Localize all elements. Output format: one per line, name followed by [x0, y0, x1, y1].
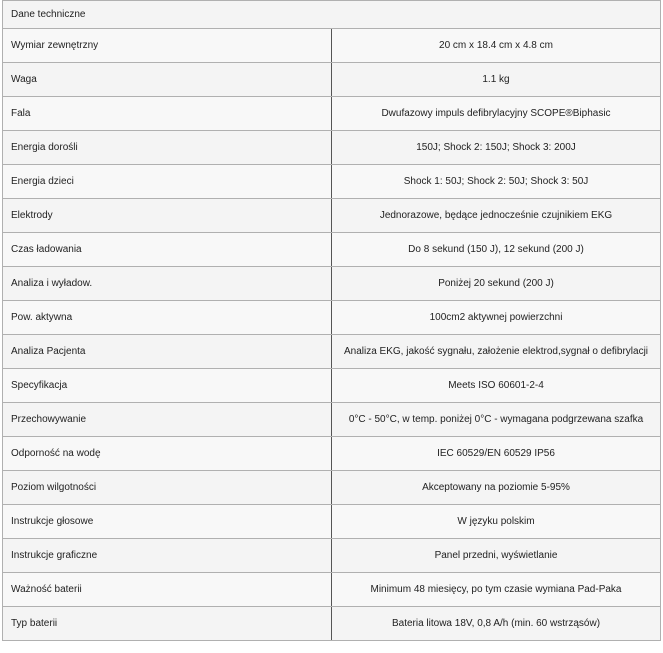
row-value: Do 8 sekund (150 J), 12 sekund (200 J) — [332, 233, 661, 267]
row-label: Wymiar zewnętrzny — [3, 29, 332, 63]
row-label: Energia dorośli — [3, 131, 332, 165]
table-row — [3, 607, 661, 641]
row-value: 100cm2 aktywnej powierzchni — [332, 301, 661, 335]
row-value: Meets ISO 60601-2-4 — [332, 369, 661, 403]
row-value: Poniżej 20 sekund (200 J) — [332, 267, 661, 301]
row-value: Minimum 48 miesięcy, po tym czasie wymiana Pad-Paka — [332, 573, 661, 607]
row-value: Bateria litowa 18V, 0,8 A/h (min. 60 wstrząsów) — [332, 607, 661, 641]
table-row — [3, 29, 661, 63]
row-value: W języku polskim — [332, 505, 661, 539]
row-label: Ważność baterii — [3, 573, 332, 607]
row-value: Analiza EKG, jakość sygnału, założenie elektrod,sygnał o defibrylacji — [332, 335, 661, 369]
row-label: Instrukcje graficzne — [3, 539, 332, 573]
table-row — [3, 573, 661, 607]
table-row — [3, 539, 661, 573]
row-value: Akceptowany na poziomie 5-95% — [332, 471, 661, 505]
row-label: Energia dzieci — [3, 165, 332, 199]
row-label: Przechowywanie — [3, 403, 332, 437]
row-value: Panel przedni, wyświetlanie — [332, 539, 661, 573]
table-row — [3, 63, 661, 97]
table-row — [3, 131, 661, 165]
table-row — [3, 301, 661, 335]
row-value: Dwufazowy impuls defibrylacyjny SCOPE®Biphasic — [332, 97, 661, 131]
row-value: IEC 60529/EN 60529 IP56 — [332, 437, 661, 471]
row-label: Analiza i wyładow. — [3, 267, 332, 301]
row-value: 20 cm x 18.4 cm x 4.8 cm — [332, 29, 661, 63]
table-header-row — [3, 1, 661, 29]
table-row — [3, 437, 661, 471]
row-label: Typ baterii — [3, 607, 332, 641]
table-row — [3, 335, 661, 369]
row-label: Odporność na wodę — [3, 437, 332, 471]
table-row — [3, 403, 661, 437]
row-label: Specyfikacja — [3, 369, 332, 403]
row-value: Jednorazowe, będące jednocześnie czujnikiem EKG — [332, 199, 661, 233]
table-row — [3, 505, 661, 539]
row-value: 150J; Shock 2: 150J; Shock 3: 200J — [332, 131, 661, 165]
row-label: Elektrody — [3, 199, 332, 233]
table-title: Dane techniczne — [3, 1, 661, 29]
row-label: Czas ładowania — [3, 233, 332, 267]
row-label: Pow. aktywna — [3, 301, 332, 335]
table-row — [3, 267, 661, 301]
row-label: Fala — [3, 97, 332, 131]
table-row — [3, 165, 661, 199]
table-row — [3, 233, 661, 267]
row-label: Poziom wilgotności — [3, 471, 332, 505]
table-row — [3, 97, 661, 131]
row-value: Shock 1: 50J; Shock 2: 50J; Shock 3: 50J — [332, 165, 661, 199]
row-label: Instrukcje głosowe — [3, 505, 332, 539]
spec-table — [2, 0, 661, 641]
table-row — [3, 369, 661, 403]
row-label: Analiza Pacjenta — [3, 335, 332, 369]
row-value: 0°C - 50°C, w temp. poniżej 0°C - wymagana podgrzewana szafka — [332, 403, 661, 437]
row-value: 1.1 kg — [332, 63, 661, 97]
row-label: Waga — [3, 63, 332, 97]
table-row — [3, 471, 661, 505]
table-row — [3, 199, 661, 233]
